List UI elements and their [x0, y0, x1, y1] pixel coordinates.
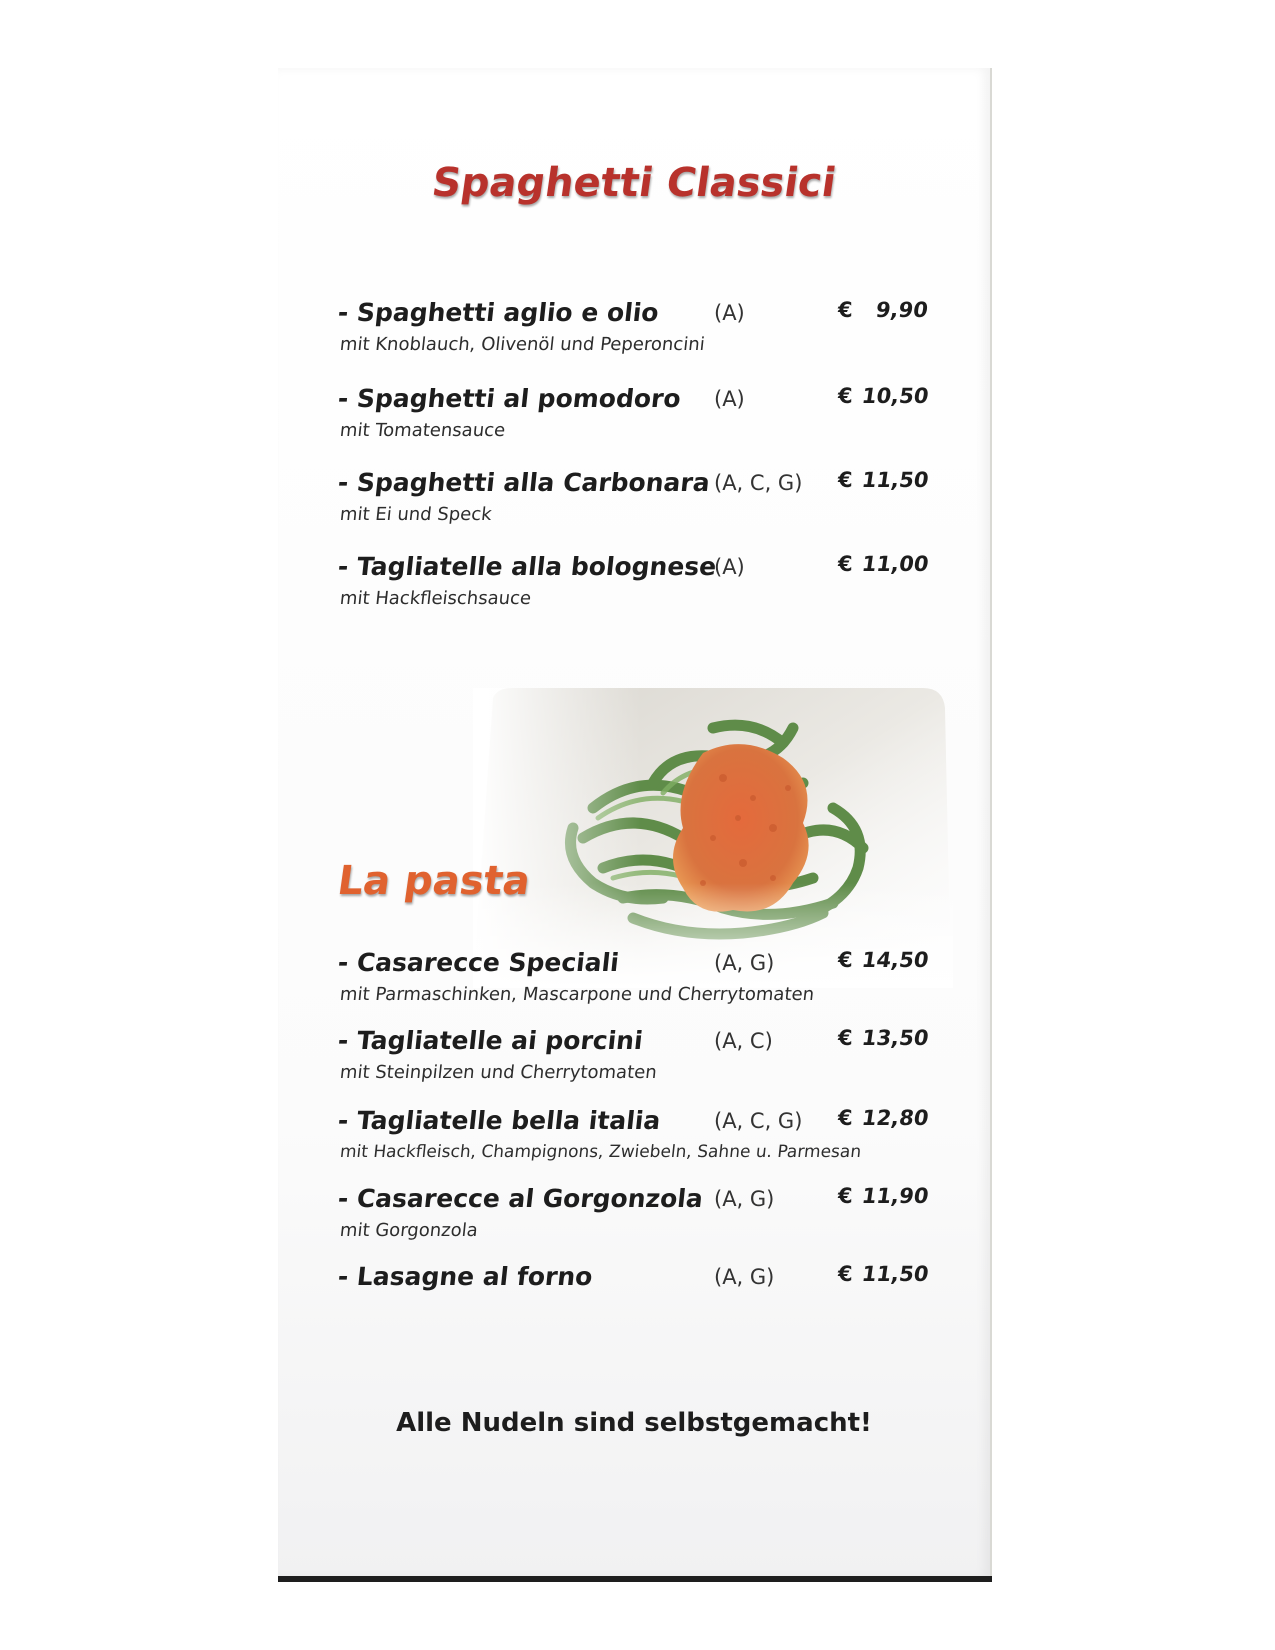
item-description: mit Steinpilzen und Cherrytomaten [338, 1062, 658, 1083]
pasta-dish-photo [473, 688, 953, 988]
menu-item [338, 298, 938, 358]
item-description: mit Hackfleisch, Champignons, Zwiebeln, Sahne u. Parmesan [338, 1142, 863, 1162]
currency-symbol: € [838, 552, 853, 576]
item-allergens: (A) [714, 387, 745, 411]
currency-symbol: € [838, 468, 853, 492]
menu-item [338, 1106, 938, 1166]
menu-item [338, 1262, 938, 1322]
price-amount: 11,00 [859, 552, 930, 576]
item-name: - Spaghetti aglio e olio [336, 298, 661, 327]
section-title-spaghetti-classici: Spaghetti Classici [429, 160, 839, 206]
item-description: mit Tomatensauce [338, 420, 507, 441]
item-name: - Spaghetti alla Carbonara [336, 468, 712, 497]
item-name: - Tagliatelle ai porcini [336, 1026, 645, 1055]
menu-item [338, 1026, 938, 1086]
menu-item [338, 468, 938, 528]
item-allergens: (A, C) [714, 1029, 773, 1053]
item-description: mit Knoblauch, Olivenöl und Peperoncini [338, 334, 706, 355]
item-name: - Casarecce al Gorgonzola [336, 1184, 705, 1213]
price-amount: 11,50 [859, 468, 930, 492]
item-allergens: (A) [714, 555, 745, 579]
item-allergens: (A, C, G) [714, 471, 803, 495]
price-amount: 12,80 [859, 1106, 930, 1130]
section-title-la-pasta: La pasta [334, 858, 534, 904]
item-allergens: (A, G) [714, 1265, 775, 1289]
item-name: - Lasagne al forno [336, 1262, 595, 1291]
price-amount: 9,90 [874, 298, 930, 322]
price-amount: 11,90 [859, 1184, 930, 1208]
price-amount: 13,50 [859, 1026, 930, 1050]
currency-symbol: € [838, 948, 853, 972]
price-amount: 14,50 [859, 948, 930, 972]
item-allergens: (A, G) [714, 1187, 775, 1211]
item-description: mit Parmaschinken, Mascarpone und Cherrytomaten [338, 984, 816, 1005]
item-name: - Tagliatelle alla bolognese [336, 552, 718, 581]
item-name: - Spaghetti al pomodoro [336, 384, 683, 413]
price-amount: 10,50 [859, 384, 930, 408]
currency-symbol: € [838, 1262, 853, 1286]
item-name: - Casarecce Speciali [336, 948, 621, 977]
item-description: mit Hackfleischsauce [338, 588, 533, 609]
currency-symbol: € [838, 1184, 853, 1208]
card-bottom-edge [278, 1576, 992, 1582]
currency-symbol: € [838, 298, 853, 322]
footer-note: Alle Nudeln sind selbstgemacht! [396, 1408, 872, 1438]
currency-symbol: € [838, 384, 853, 408]
item-allergens: (A, C, G) [714, 1109, 803, 1133]
item-description: mit Ei und Speck [338, 504, 493, 525]
menu-item [338, 384, 938, 444]
item-name: - Tagliatelle bella italia [336, 1106, 662, 1135]
currency-symbol: € [838, 1106, 853, 1130]
menu-item [338, 1184, 938, 1244]
price-amount: 11,50 [859, 1262, 930, 1286]
menu-item [338, 552, 938, 612]
item-allergens: (A, G) [714, 951, 775, 975]
currency-symbol: € [838, 1026, 853, 1050]
item-description: mit Gorgonzola [338, 1220, 479, 1241]
item-allergens: (A) [714, 301, 745, 325]
menu-item [338, 948, 938, 1008]
